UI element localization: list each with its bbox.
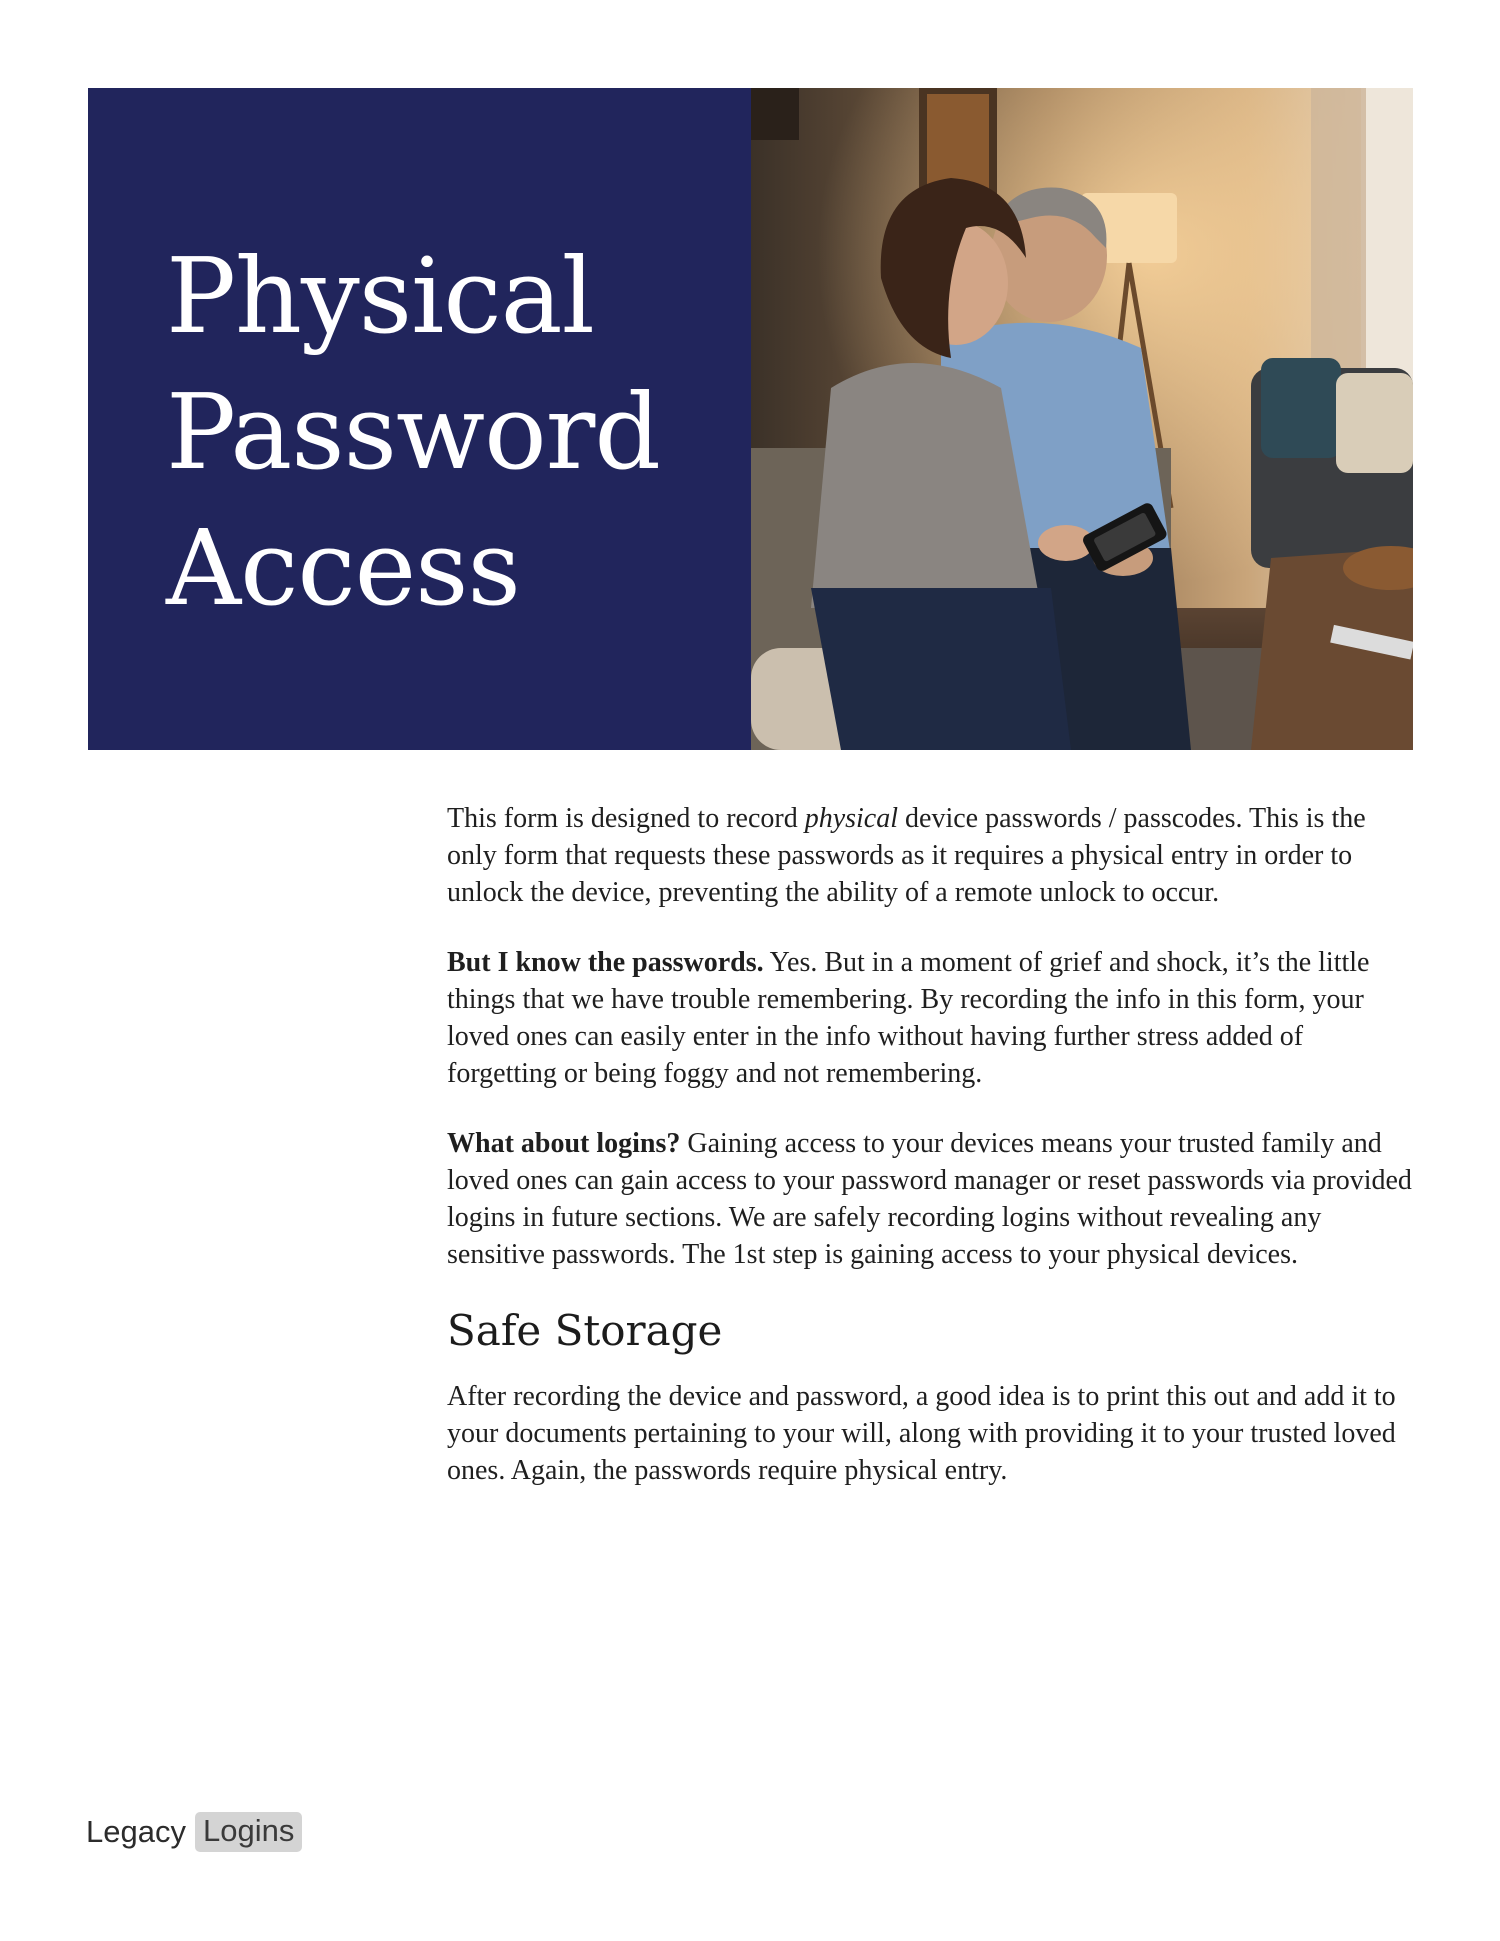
faq-answer-passwords: Yes. But in a moment of grief and shock, it’s the little things that we have trouble remembering. By recording the info in this form, your loved ones can easily enter in the info without having further stress added of forgetting or being foggy and not remembering. xyxy=(447,947,1370,1089)
faq-answer-logins: Gaining access to your devices means your trusted family and loved ones can gain access to your password manager or reset passwords via provided logins in future sections. We are safely recording logins without revealing any sensitive passwords. The 1st step is gaining access to your physical devices. xyxy=(447,1128,1412,1270)
title-line-2: Password xyxy=(166,371,660,493)
faq-question-logins: What about logins? xyxy=(447,1128,681,1159)
safe-storage-heading: Safe Storage xyxy=(447,1306,723,1355)
intro-text-part2: device passwords / passcodes. This is the only form that requests these passwords as it requires a physical entry in order to unlock the device, preventing the ability of a remote unlock to occur. xyxy=(447,803,1366,908)
safe-storage-paragraph: After recording the device and password, a good idea is to print this out and add it to your documents pertaining to your will, along with providing it to your trusted loved ones. Again, the passwords require physical entry. xyxy=(447,1381,1396,1486)
faq-paragraph-passwords xyxy=(447,944,1417,1092)
intro-text-part1: This form is designed to record xyxy=(447,803,805,834)
logo-word-logins: Logins xyxy=(195,1812,302,1852)
hero-photo xyxy=(751,88,1413,750)
page-title xyxy=(166,228,660,636)
title-panel xyxy=(88,88,751,750)
faq-question-passwords: But I know the passwords. xyxy=(447,947,764,978)
legacy-logins-logo xyxy=(86,1812,302,1852)
couple-photo-illustration xyxy=(751,88,1413,750)
title-line-1: Physical xyxy=(166,235,594,357)
title-line-3: Access xyxy=(166,507,520,629)
faq-paragraph-logins xyxy=(447,1125,1417,1273)
main-content xyxy=(447,800,1417,1522)
intro-emphasis: physical xyxy=(804,803,899,834)
logo-word-legacy: Legacy xyxy=(86,1814,186,1849)
hero-banner xyxy=(88,88,1413,750)
intro-paragraph xyxy=(447,800,1417,911)
